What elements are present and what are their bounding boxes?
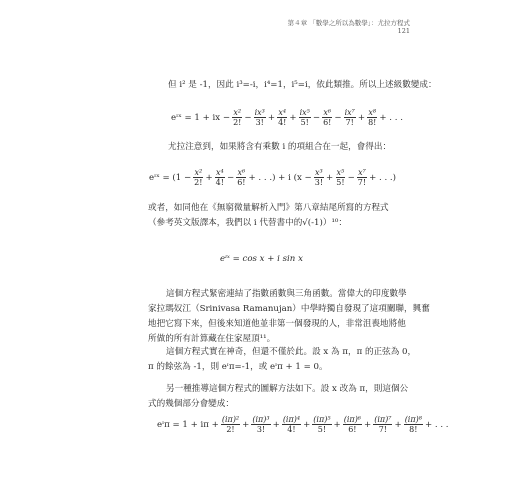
text-line: 地把它寫下來，但後來知道他並非第一個發現的人，非常沮喪地將他 xyxy=(148,319,406,329)
fraction xyxy=(344,108,356,127)
text-line: 式的幾個部分會變成： xyxy=(148,399,234,409)
text-line: 家拉瑪奴江（Srinivasa Ramanujan）中學時獨自發現了這項關聯，興奮 xyxy=(148,304,430,314)
fraction-denominator: 5! xyxy=(300,118,309,127)
fraction-denominator: 3! xyxy=(255,118,264,127)
fraction-denominator: 8! xyxy=(409,425,418,434)
fraction-numerator: x⁵ xyxy=(336,168,345,177)
fraction xyxy=(373,415,392,434)
fraction xyxy=(343,415,362,434)
fraction-numerator: (iπ)⁸ xyxy=(404,415,422,424)
fraction-numerator: (iπ)⁵ xyxy=(313,415,331,424)
fraction-denominator: 4! xyxy=(287,425,296,434)
fraction-denominator: 4! xyxy=(278,118,287,127)
fraction xyxy=(404,415,423,434)
fraction xyxy=(357,168,367,187)
fraction-denominator: 6! xyxy=(348,425,357,434)
fraction-denominator: 7! xyxy=(378,425,387,434)
operator: + xyxy=(357,113,366,123)
fraction-numerator: x⁷ xyxy=(358,168,366,177)
fraction xyxy=(221,415,240,434)
fraction xyxy=(236,168,246,187)
operator: + xyxy=(242,420,250,430)
fraction-denominator: 8! xyxy=(368,118,377,127)
fraction-numerator: x⁸ xyxy=(368,108,377,117)
operator: + xyxy=(289,113,297,123)
fraction xyxy=(312,415,331,434)
operator: − xyxy=(244,113,252,123)
fraction-denominator: 7! xyxy=(345,118,354,127)
fraction-numerator: x⁶ xyxy=(237,168,246,177)
fraction xyxy=(193,168,203,187)
equation-lhs: eᶦˣ = (1 − xyxy=(149,173,192,183)
fraction-numerator: (iπ)³ xyxy=(252,415,270,424)
operator: − xyxy=(347,173,355,183)
operator: + xyxy=(333,420,341,430)
operator: + xyxy=(326,173,334,183)
fraction xyxy=(322,108,332,127)
operator: + . . . xyxy=(379,113,403,123)
operator: − xyxy=(312,113,321,123)
fraction-numerator: x⁴ xyxy=(215,168,224,177)
fraction xyxy=(251,415,270,434)
fraction-numerator: x² xyxy=(233,108,242,117)
fraction-denominator: 5! xyxy=(317,425,327,434)
operator: + xyxy=(394,420,402,430)
fraction-numerator: ix⁷ xyxy=(344,108,355,117)
operator: + xyxy=(205,173,213,183)
fraction-denominator: 5! xyxy=(336,178,345,187)
fraction-denominator: 2! xyxy=(194,178,203,187)
operator: + xyxy=(272,420,280,430)
operator: + xyxy=(267,113,276,123)
fraction-denominator: 6! xyxy=(323,118,332,127)
operator: + . . .) xyxy=(369,173,397,183)
text-line: 這個方程式緊密連結了指數函數與三角函數。當偉大的印度數學 xyxy=(166,289,407,299)
equation-series xyxy=(170,108,404,127)
fraction xyxy=(367,108,377,127)
fraction-denominator: 3! xyxy=(314,178,324,187)
text-line: 另一種推導這個方程式的圖解方法如下。設 x 改為 π，則這個公 xyxy=(166,384,409,394)
fraction-numerator: (iπ)² xyxy=(221,415,240,424)
fraction xyxy=(277,108,287,127)
fraction xyxy=(299,108,311,127)
fraction xyxy=(232,108,242,127)
fraction-numerator: ix⁵ xyxy=(299,108,310,117)
fraction-numerator: x² xyxy=(194,168,203,177)
fraction xyxy=(282,415,301,434)
equation-euler: eᶦˣ = cos x + i sin x xyxy=(220,254,303,264)
operator: + xyxy=(303,420,311,430)
fraction-denominator: 2! xyxy=(226,425,235,434)
paragraph-3-line-1: 或者，如同他在《無窮微量解析入門》第八章結尾所寫的方程式 xyxy=(148,203,389,213)
equation-pi-series xyxy=(156,415,450,434)
equation-lhs: eᶦˣ = 1 + ix − xyxy=(171,113,231,123)
operator: − xyxy=(226,173,235,183)
page-number: 121 xyxy=(397,27,410,35)
fraction-denominator: 7! xyxy=(357,178,367,187)
fraction-numerator: (iπ)⁷ xyxy=(374,415,392,424)
fraction-numerator: (iπ)⁶ xyxy=(343,415,362,424)
paragraph-1: 但 i² 是 -1，因此 i³=-i，i⁴=1，i⁵=i，依此類推。所以上述級數變成： xyxy=(168,80,437,90)
equation-lhs: eᶦπ = 1 + iπ + xyxy=(157,420,219,430)
equation-grouped xyxy=(148,168,397,187)
text-line: π 的餘弦為 -1，則 eᶦπ=-1，或 eᶦπ + 1 = 0。 xyxy=(148,362,328,372)
fraction-numerator: x⁶ xyxy=(323,108,332,117)
fraction xyxy=(314,168,324,187)
fraction-numerator: x³ xyxy=(315,168,323,177)
paragraph-3-line-2: （參考英文版譯本，我們以 i 代替書中的√(-1)）¹⁰： xyxy=(148,218,347,228)
fraction-numerator: ix³ xyxy=(254,108,265,117)
operator: + . . .) + i (x − xyxy=(248,173,312,183)
running-header: 第４章 「數學之所以為數學」：尤拉方程式 xyxy=(287,19,410,27)
paragraph-2: 尤拉注意到，如果將含有乘數 i 的項組合在一起，會得出： xyxy=(168,142,392,152)
fraction xyxy=(335,168,345,187)
fraction-numerator: x⁴ xyxy=(278,108,287,117)
fraction-numerator: (iπ)⁴ xyxy=(282,415,301,424)
fraction xyxy=(254,108,266,127)
text-line: 所做的所有計算藏在住家屋頂¹¹。 xyxy=(148,334,276,344)
fraction-denominator: 3! xyxy=(256,425,266,434)
fraction-denominator: 6! xyxy=(237,178,246,187)
text-line: 這個方程式實在神奇，但還不僅於此。設 x 為 π，π 的正弦為 0， xyxy=(166,347,417,357)
fraction xyxy=(215,168,225,187)
fraction-denominator: 4! xyxy=(215,178,224,187)
operator: − xyxy=(334,113,342,123)
operator: + xyxy=(364,420,372,430)
operator: + . . . xyxy=(424,420,449,430)
fraction-denominator: 2! xyxy=(233,118,242,127)
